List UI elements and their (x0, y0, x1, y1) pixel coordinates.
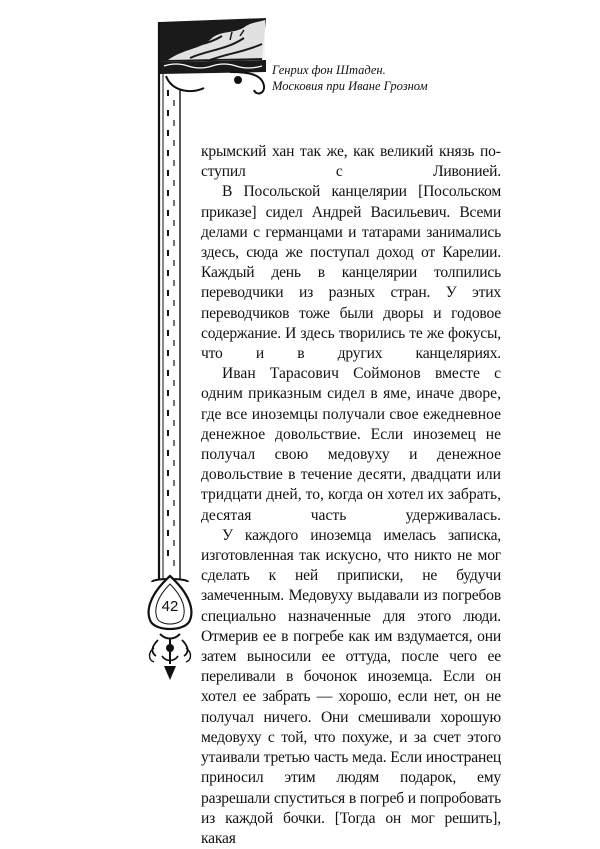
corner-scroll-ornament (166, 72, 264, 93)
engraved-header-banner (160, 18, 266, 74)
paragraph: крымский хан так же, как великий князь поступил с Ливонией. (201, 143, 501, 181)
paragraph: Иван Тарасович Соймонов вместе с одним приказным сидел в яме, иначе дворе, где все иноземцы получали свое ежедневное денежное довольствие. Если иноземец не получал свою медовуху и денежное довольствие в течение десяти, двадцати или тридцати дней, то, когда он хотел их забрать, десятая часть удерживалась. (201, 365, 501, 524)
paragraph: В Посольской канцелярии [Посольском приказе] сидел Андрей Васильевич. Всеми делами с германцами и татарами занимались здесь, сюда же поступал доход от Карелии. Каждый день в канцелярии толпились переводчики из разных стран. У этих переводчиков тоже были дворы и годовое содержание. И здесь творились те же фокусы, что и в других канцеляриях. (201, 183, 501, 363)
page-number-medallion (149, 576, 192, 680)
vertical-ornament-column (159, 22, 180, 580)
header-author: Генрих фон Штаден. (272, 63, 386, 77)
paragraph: У каждого иноземца имелась записка, изготовленная так искусно, что никто не мог сделать к ней приписки, не будучи замеченным. Медовуху выдавали из погребов специально назначенные для этого люди. Отмерив ее в погребе как им вздумается, они затем выносили ее оттуда, после чего ее переливали в бочонок иноземца. Если он хотел ее забрать — хорошо, если нет, он не получал ничего. Они смешивали хорошую медовуху с той, что похуже, и за счет этого утаивали третью часть меда. Если иностранец приносил этим людям подарок, ему разрешали спуститься в погреб и попробовать из каждой бочки. [Тогда он мог решить], какая (201, 526, 501, 847)
page-number: 42 (161, 598, 179, 615)
running-header (272, 62, 572, 94)
header-book-title: Московия при Иване Грозном (272, 79, 428, 93)
body-text (201, 142, 501, 849)
